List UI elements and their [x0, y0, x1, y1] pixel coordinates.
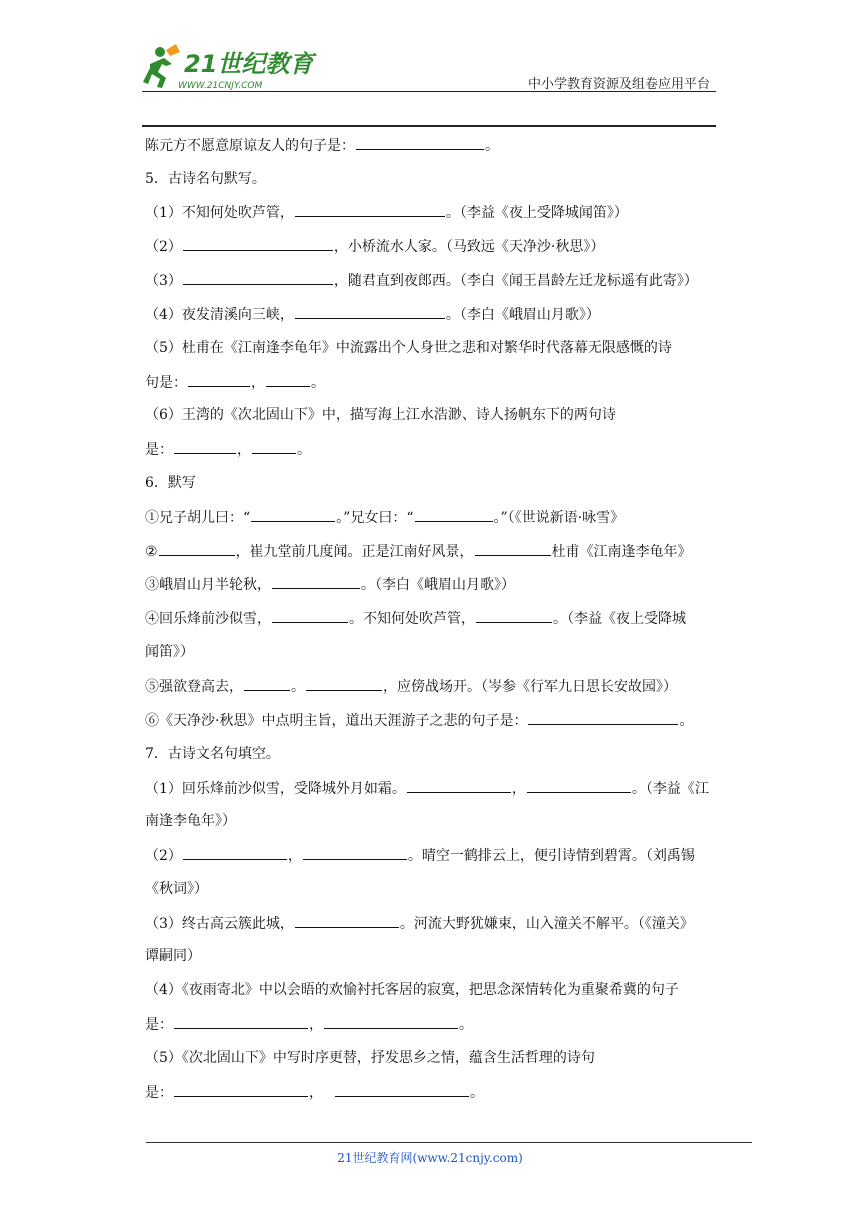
question-7-1: （1）回乐烽前沙似雪，受降城外月如霜。 ， 。（李益《江 — [145, 778, 709, 799]
footer-rule — [146, 1142, 752, 1143]
question-5-6: （6）王湾的《次北固山下》中，描写海上江水浩渺、诗人扬帆东下的两句诗 — [145, 407, 616, 423]
question-7-4: （4）《夜雨寄北》中以会晤的欢愉衬托客居的寂寞，把思念深情转化为重聚希冀的句子 — [145, 982, 679, 998]
runner-icon — [143, 44, 180, 88]
question-7-4-answer: 是： ， 。 — [145, 1014, 473, 1035]
question-7-5: （5）《次北固山下》中写时序更替，抒发思乡之情，蕴含生活哲理的诗句 — [145, 1050, 595, 1066]
question-7-3-cont: 谭嗣同） — [145, 948, 201, 964]
question-5-3: （3） ，随君直到夜郎西。（李白《闻王昌龄左迁龙标遥有此寄》） — [145, 270, 698, 291]
svg-text:WWW.21CNJY.COM: WWW.21CNJY.COM — [178, 81, 263, 91]
question-5-4: （4）夜发清溪向三峡， 。（李白《峨眉山月歌》） — [145, 304, 600, 325]
question-7-title: 7．古诗文名句填空。 — [145, 746, 280, 762]
header-rule-thin — [142, 91, 716, 92]
footer-link[interactable]: 21世纪教育网(www.21cnjy.com) — [337, 1151, 523, 1165]
svg-text:21世纪教育: 21世纪教育 — [184, 50, 314, 78]
question-6-4: ④回乐烽前沙似雪， 。不知何处吹芦管， 。（李益《夜上受降城 — [145, 608, 686, 629]
question-5-5-answer: 句是： ， 。 — [145, 372, 325, 393]
question-5-5: （5）杜甫在《江南逢李龟年》中流露出个人身世之悲和对繁华时代落幕无限感慨的诗 — [145, 340, 672, 356]
question-5-6-answer: 是： ， 。 — [145, 439, 311, 460]
site-logo — [142, 42, 317, 94]
text-line: 陈元方不愿意原谅友人的句子是： 。 — [145, 135, 499, 156]
question-6-3: ③峨眉山月半轮秋， 。（李白《峨眉山月歌》） — [145, 574, 515, 595]
question-7-2-cont: 《秋词》） — [145, 881, 208, 897]
question-7-5-answer: 是： ， 。 — [145, 1082, 484, 1103]
question-7-1-cont: 南逢李龟年》） — [145, 813, 236, 829]
question-6-4-cont: 闻笛》） — [145, 644, 194, 660]
question-6-title: 6．默写 — [145, 475, 196, 491]
question-7-2: （2） ， 。晴空一鹤排云上，便引诗情到碧霄。（刘禹锡 — [145, 845, 695, 866]
question-5-2: （2） ，小桥流水人家。（马致远《天净沙·秋思》） — [145, 236, 604, 257]
header-rule — [142, 125, 716, 127]
question-6-1: ①兄子胡儿曰：“ 。”兄女曰：“ 。”（《世说新语·咏雪》 — [145, 507, 624, 528]
question-5-1: （1）不知何处吹芦管， 。（李益《夜上受降城闻笛》） — [145, 202, 628, 223]
question-7-3: （3）终古高云簇此城， 。河流大野犹嫌束，山入潼关不解平。（《潼关》 — [145, 913, 694, 934]
platform-label: 中小学教育资源及组卷应用平台 — [527, 77, 710, 92]
question-6-5: ⑤强欲登高去， 。 ，应傍战场开。（岑参《行军九日思长安故园》） — [145, 676, 677, 697]
question-6-6: ⑥《天净沙·秋思》中点明主旨，道出天涯游子之悲的句子是： 。 — [145, 710, 693, 731]
question-5-title: 5．古诗名句默写。 — [145, 171, 266, 187]
question-6-2: ② ，崔九堂前几度闻。正是江南好风景， 杜甫《江南逢李龟年》 — [145, 541, 692, 562]
